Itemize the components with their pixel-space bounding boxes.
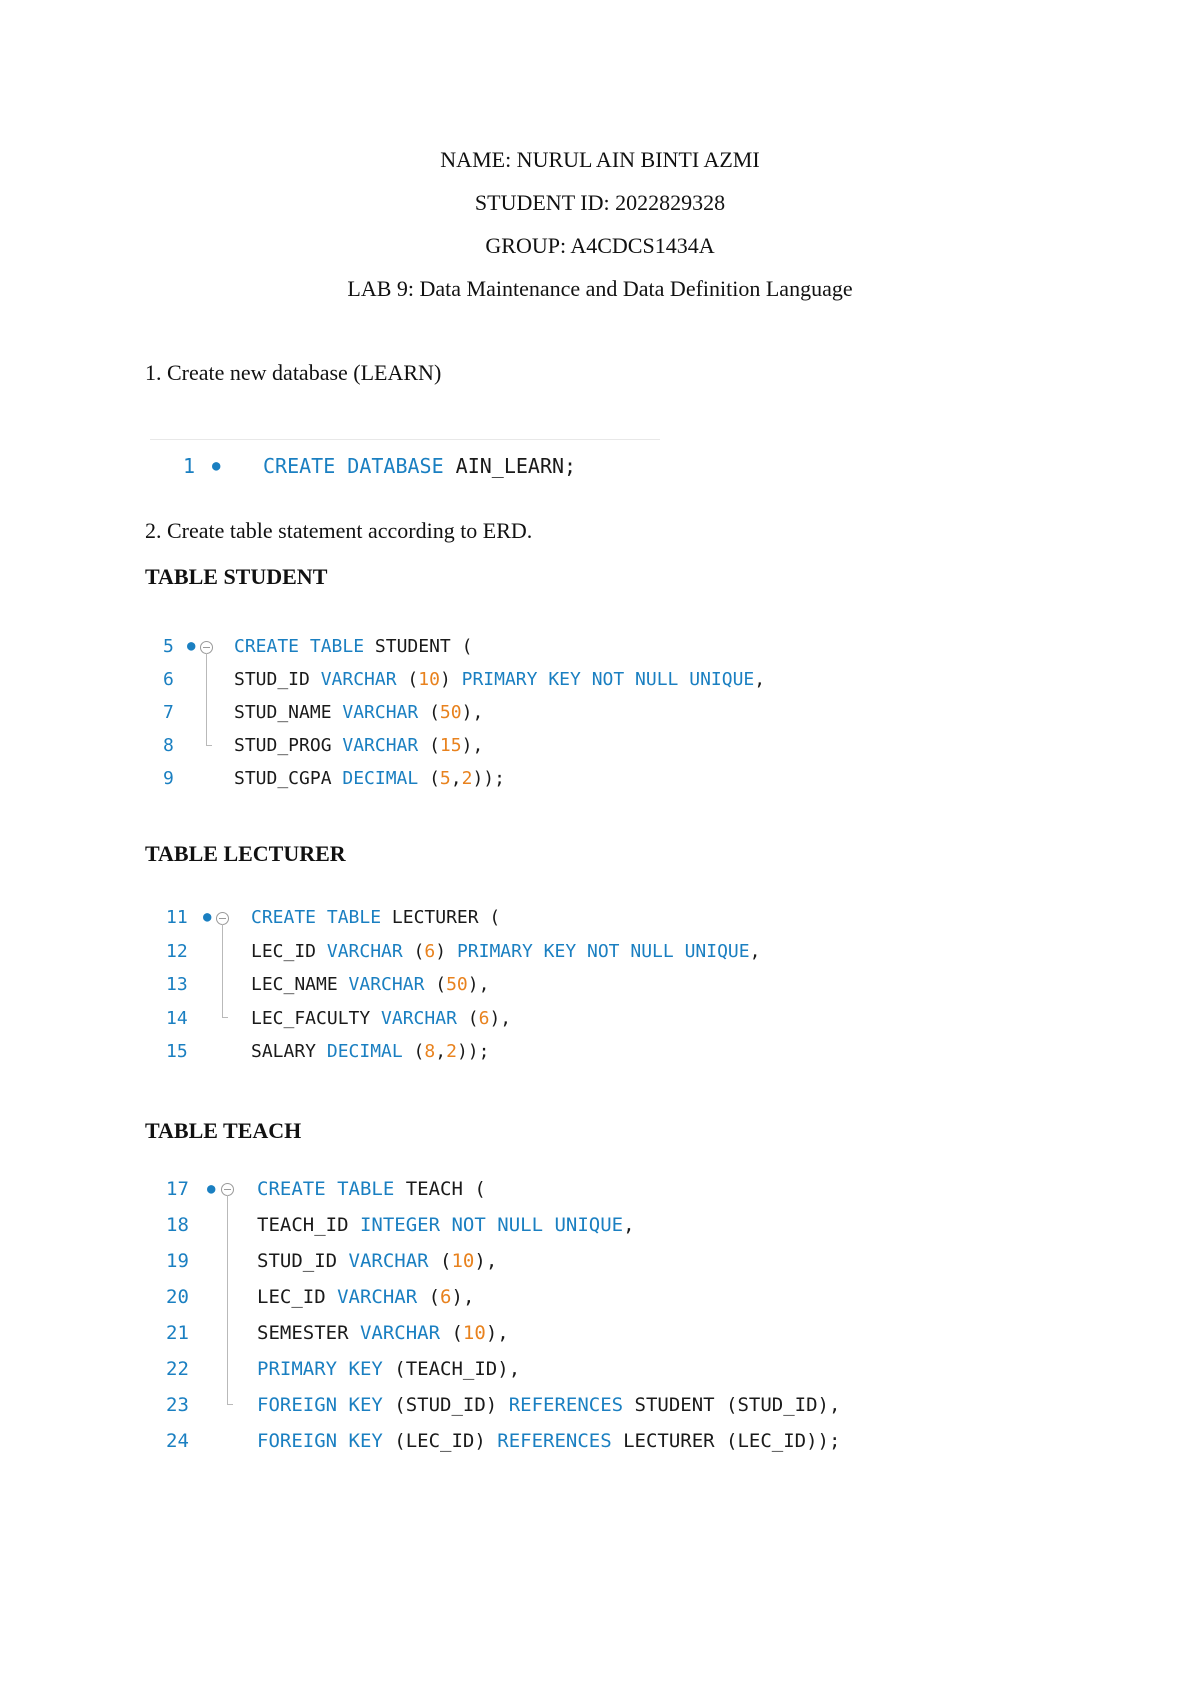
- question-1: 1. Create new database (LEARN): [145, 360, 442, 385]
- line-number: 17: [166, 1178, 189, 1200]
- heading-table-lecturer: TABLE LECTURER: [145, 841, 346, 866]
- code-text: FOREIGN KEY (LEC_ID) REFERENCES LECTURER (LEC_ID));: [257, 1430, 841, 1452]
- line-number: 6: [163, 669, 174, 690]
- code-text: PRIMARY KEY (TEACH_ID),: [257, 1358, 521, 1380]
- line-number: 22: [166, 1358, 189, 1380]
- line-number: 1: [183, 454, 196, 478]
- code-text: STUD_ID VARCHAR (10),: [257, 1250, 498, 1272]
- line-number: 9: [163, 768, 174, 789]
- code-text: STUD_PROG VARCHAR (15),: [234, 735, 484, 756]
- code-text: TEACH_ID INTEGER NOT NULL UNIQUE,: [257, 1214, 635, 1236]
- statement-marker-icon: ●: [203, 909, 212, 925]
- student-id: STUDENT ID: 2022829328: [474, 190, 726, 215]
- divider: [150, 439, 660, 440]
- fold-guide: [206, 653, 207, 746]
- fold-guide: [222, 924, 223, 1019]
- line-number: 20: [166, 1286, 189, 1308]
- code-text: LEC_FACULTY VARCHAR (6),: [251, 1007, 512, 1029]
- lab-title: LAB 9: Data Maintenance and Data Definition Language: [347, 276, 853, 301]
- code-text: LEC_NAME VARCHAR (50),: [251, 974, 490, 995]
- line-number: 21: [166, 1322, 189, 1344]
- statement-marker-icon: ●: [212, 458, 221, 474]
- heading-table-teach: TABLE TEACH: [145, 1118, 302, 1143]
- code-text: SALARY DECIMAL (8,2));: [251, 1041, 490, 1062]
- code-text: STUD_ID VARCHAR (10) PRIMARY KEY NOT NULL UNIQUE,: [234, 669, 766, 690]
- code-text: CREATE TABLE STUDENT (: [234, 636, 473, 657]
- code-text: STUD_CGPA DECIMAL (5,2));: [234, 768, 505, 789]
- statement-marker-icon: ●: [207, 1181, 216, 1197]
- code-text: LEC_ID VARCHAR (6) PRIMARY KEY NOT NULL UNIQUE,: [251, 940, 761, 962]
- statement-marker-icon: ●: [187, 638, 196, 654]
- student-name: NAME: NURUL AIN BINTI AZMI: [440, 147, 760, 172]
- line-number: 5: [163, 636, 174, 657]
- line-number: 7: [163, 702, 174, 723]
- code-text: STUD_NAME VARCHAR (50),: [234, 702, 484, 723]
- line-number: 13: [166, 974, 188, 995]
- line-number: 15: [166, 1041, 188, 1062]
- line-number: 11: [166, 907, 188, 928]
- code-text: LEC_ID VARCHAR (6),: [257, 1286, 475, 1308]
- group: GROUP: A4CDCS1434A: [485, 233, 715, 258]
- question-2: 2. Create table statement according to ERD.: [145, 518, 533, 543]
- line-number: 8: [163, 735, 174, 756]
- line-number: 19: [166, 1250, 189, 1272]
- code-text: CREATE DATABASE AIN_LEARN;: [263, 454, 577, 478]
- line-number: 18: [166, 1214, 189, 1236]
- fold-guide: [227, 1195, 228, 1405]
- line-number: 12: [166, 940, 188, 962]
- code-text: SEMESTER VARCHAR (10),: [257, 1322, 509, 1344]
- line-number: 23: [166, 1394, 189, 1416]
- line-number: 24: [166, 1430, 189, 1452]
- line-number: 14: [166, 1007, 188, 1029]
- code-text: CREATE TABLE LECTURER (: [251, 907, 501, 928]
- code-text: FOREIGN KEY (STUD_ID) REFERENCES STUDENT (STUD_ID),: [257, 1394, 841, 1416]
- code-text: CREATE TABLE TEACH (: [257, 1178, 486, 1200]
- heading-table-student: TABLE STUDENT: [145, 564, 328, 589]
